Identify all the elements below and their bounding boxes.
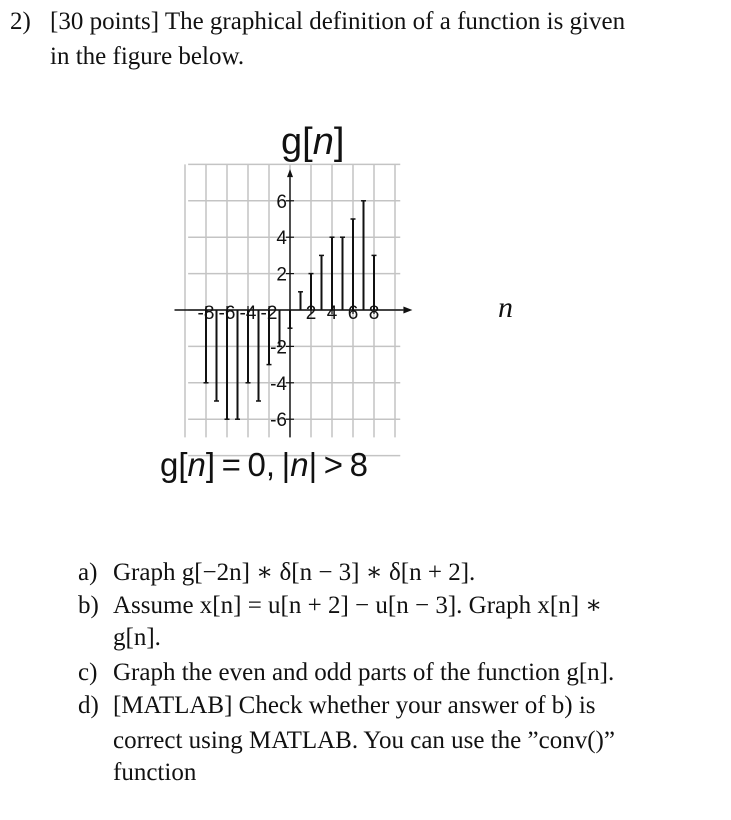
problem-statement-line-1: [30 points] The graphical definition of a function is given xyxy=(50,8,626,35)
caption-part-3: | > 8 xyxy=(308,446,369,483)
y-tick-label: 6 xyxy=(276,191,287,213)
question-a-letter: a) xyxy=(78,559,98,586)
y-axis-arrow xyxy=(287,169,293,177)
y-tick-label: 2 xyxy=(276,264,287,286)
x-tick-label: -8 xyxy=(197,303,215,324)
x-tick-label: -4 xyxy=(239,303,257,324)
problem-statement-line-2: in the figure below. xyxy=(50,43,245,70)
question-d-continuation-2: function xyxy=(113,759,197,786)
x-tick-label: 2 xyxy=(305,303,317,324)
y-tick-label: 4 xyxy=(276,228,287,250)
caption-var-2: n xyxy=(290,446,309,483)
figure-title-suffix: ] xyxy=(333,121,345,163)
question-b-letter: b) xyxy=(78,592,99,619)
y-tick-label: -6 xyxy=(270,410,287,432)
x-tick-label: -6 xyxy=(218,303,236,324)
figure-caption xyxy=(160,446,368,484)
question-c-letter: c) xyxy=(78,659,98,686)
question-b-text: Assume x[n] = u[n + 2] − u[n − 3]. Graph x[n] ∗ xyxy=(113,592,603,619)
x-axis-arrow xyxy=(403,307,412,314)
x-tick-label: -2 xyxy=(260,303,278,324)
problem-number: 2) xyxy=(10,8,31,35)
question-a-text: Graph g[−2n] ∗ δ[n − 3] ∗ δ[n + 2]. xyxy=(113,559,476,586)
caption-part-1: g[ xyxy=(160,446,188,483)
question-c-text: Graph the even and odd parts of the function g[n]. xyxy=(113,659,615,686)
figure-title-prefix: g[ xyxy=(281,121,313,163)
question-d-continuation: correct using MATLAB. You can use the ”conv()” xyxy=(113,727,615,754)
question-d-text: [MATLAB] Check whether your answer of b) is xyxy=(113,692,596,719)
y-tick-label: -4 xyxy=(270,373,287,395)
x-axis-label: n xyxy=(498,291,513,324)
question-d-letter: d) xyxy=(78,692,99,719)
question-b-continuation: g[n]. xyxy=(113,624,161,651)
caption-part-2: ] = 0, | xyxy=(205,446,291,483)
figure-title-var: n xyxy=(312,121,334,163)
x-tick-label: 4 xyxy=(326,303,338,324)
y-tick-label: -2 xyxy=(270,337,287,359)
caption-var-1: n xyxy=(187,446,206,483)
x-tick-label: 6 xyxy=(347,303,359,324)
x-tick-label: 8 xyxy=(368,303,380,324)
